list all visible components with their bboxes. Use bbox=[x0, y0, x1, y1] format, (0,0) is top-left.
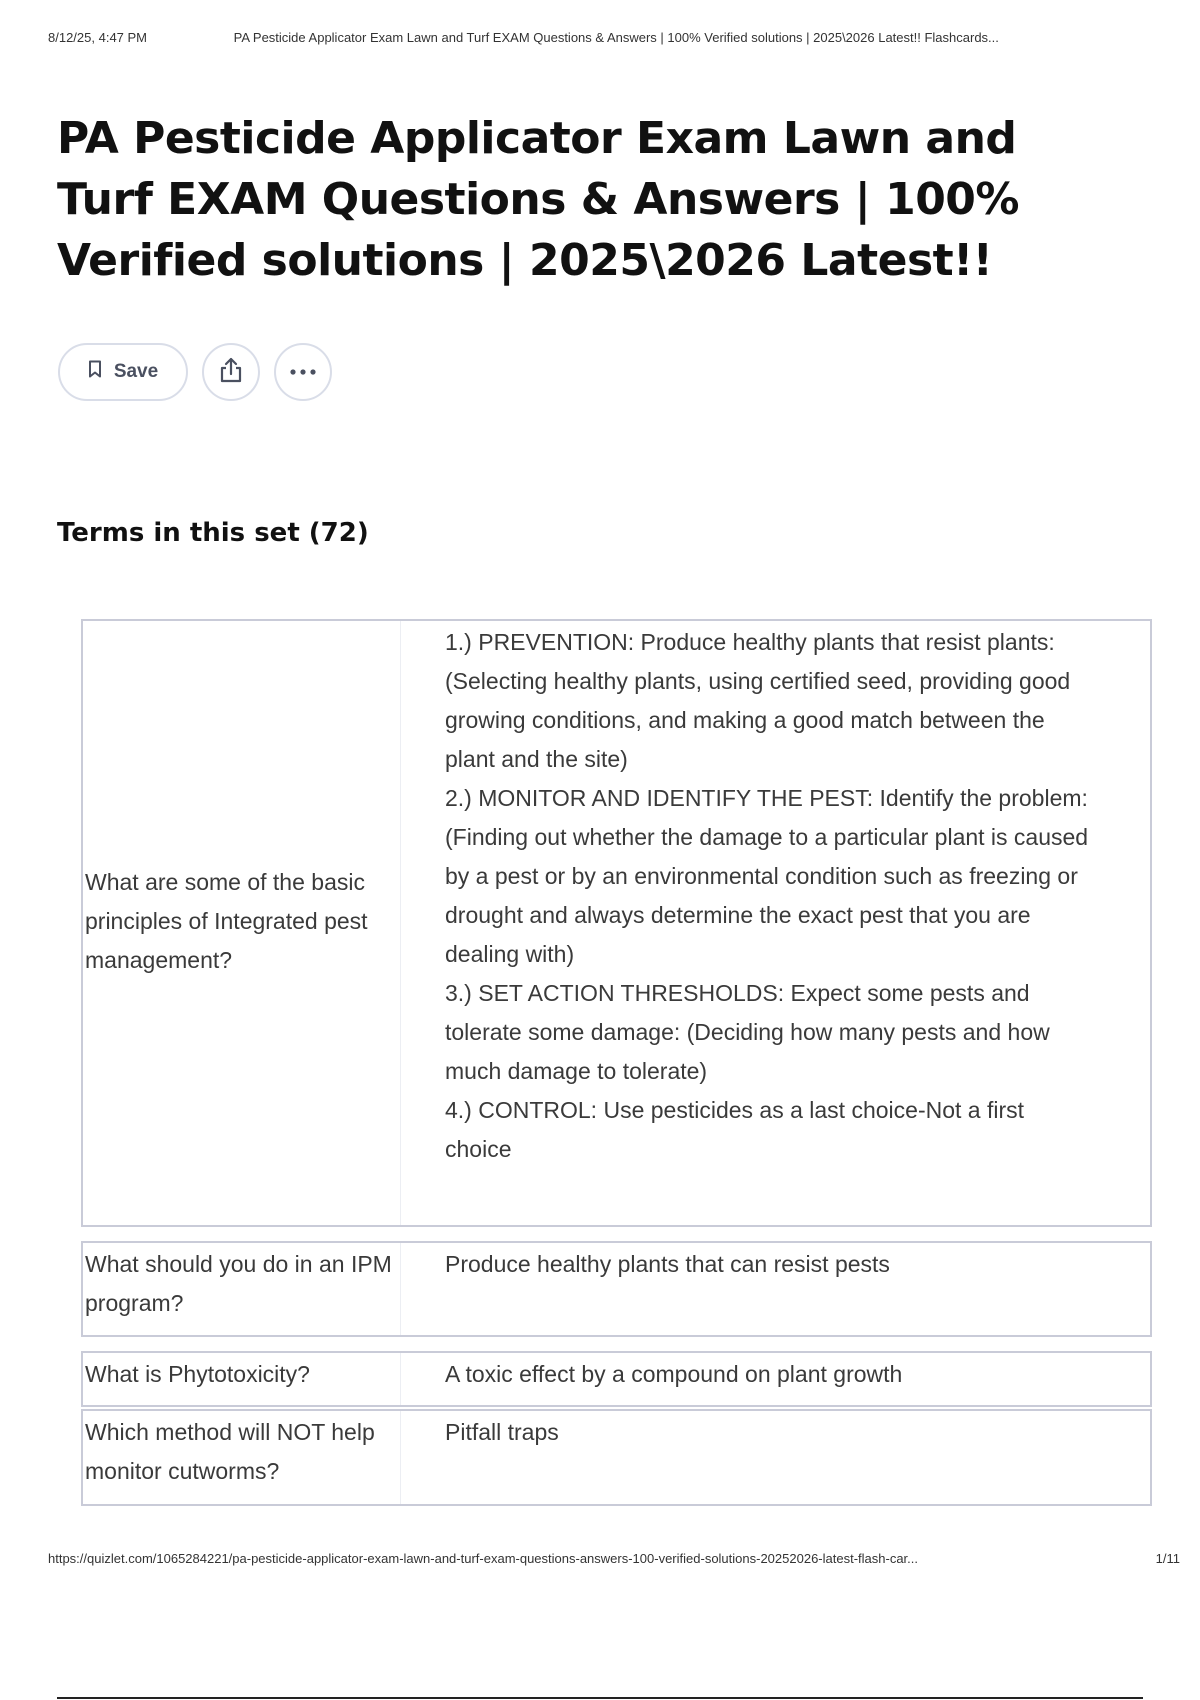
share-icon bbox=[218, 356, 244, 389]
card-definition bbox=[401, 1243, 1150, 1335]
definition-line: 4.) CONTROL: Use pesticides as a last choice-Not a first choice bbox=[445, 1097, 1025, 1162]
term-text: What should you do in an IPM program? bbox=[85, 1251, 392, 1316]
card-definition bbox=[401, 1353, 1150, 1405]
print-page-title: PA Pesticide Applicator Exam Lawn and Turf EXAM Questions & Answers | 100% Verified solutions | 2025\2026 Latest!! Flashcards... bbox=[233, 30, 999, 45]
card-definition bbox=[401, 1411, 1150, 1504]
action-bar bbox=[58, 343, 332, 401]
flashcard-row bbox=[81, 1409, 1152, 1506]
bookmark-icon bbox=[88, 360, 102, 384]
print-url: https://quizlet.com/1065284221/pa-pesticide-applicator-exam-lawn-and-turf-exam-questions-answers-100-verified-solutions-20252026-latest-flash-car... bbox=[48, 1551, 918, 1566]
flashcard-row bbox=[81, 1351, 1152, 1407]
save-button[interactable] bbox=[58, 343, 188, 401]
term-text: Which method will NOT help monitor cutworms? bbox=[85, 1419, 375, 1484]
print-date: 8/12/25, 4:47 PM bbox=[48, 30, 148, 45]
card-term bbox=[83, 1411, 401, 1504]
terms-heading: Terms in this set (72) bbox=[57, 518, 369, 548]
card-term bbox=[83, 1243, 401, 1335]
more-horizontal-icon bbox=[289, 363, 317, 381]
definition-line: 3.) SET ACTION THRESHOLDS: Expect some pests and tolerate some damage: (Deciding how many pests and how much damage to tolerate) bbox=[445, 980, 1050, 1084]
print-header bbox=[48, 30, 1180, 45]
print-footer bbox=[48, 1551, 1180, 1566]
card-term bbox=[83, 1353, 401, 1405]
page-title: PA Pesticide Applicator Exam Lawn and Turf EXAM Questions & Answers | 100% Verified solutions | 2025\2026 Latest!! bbox=[57, 113, 1020, 286]
definition-line: 1.) PREVENTION: Produce healthy plants that resist plants: (Selecting healthy plants, using certified seed, providing good growing conditions, and making a good match between the plant and the site) bbox=[445, 629, 1071, 772]
card-definition bbox=[401, 621, 1150, 1225]
divider bbox=[57, 1697, 1143, 1699]
definition-line: Produce healthy plants that can resist pests bbox=[445, 1251, 890, 1277]
flashcard-row bbox=[81, 619, 1152, 1227]
save-label: Save bbox=[113, 361, 159, 382]
page-number: 1/11 bbox=[1155, 1551, 1180, 1566]
definition-line: 2.) MONITOR AND IDENTIFY THE PEST: Identify the problem: (Finding out whether the damage to a particular plant is caused by a pest or by an environmental condition such as freezing or drought and always determine the exact pest that you are dealing with) bbox=[445, 785, 1089, 967]
more-options-button[interactable] bbox=[274, 343, 332, 401]
flashcard-list bbox=[81, 619, 1152, 1520]
share-button[interactable] bbox=[202, 343, 260, 401]
definition-line: Pitfall traps bbox=[445, 1419, 559, 1445]
term-text: What is Phytotoxicity? bbox=[85, 1361, 310, 1387]
term-text: What are some of the basic principles of Integrated pest management? bbox=[85, 868, 368, 973]
flashcard-row bbox=[81, 1241, 1152, 1337]
card-term bbox=[83, 621, 401, 1225]
definition-line: A toxic effect by a compound on plant growth bbox=[445, 1361, 903, 1387]
